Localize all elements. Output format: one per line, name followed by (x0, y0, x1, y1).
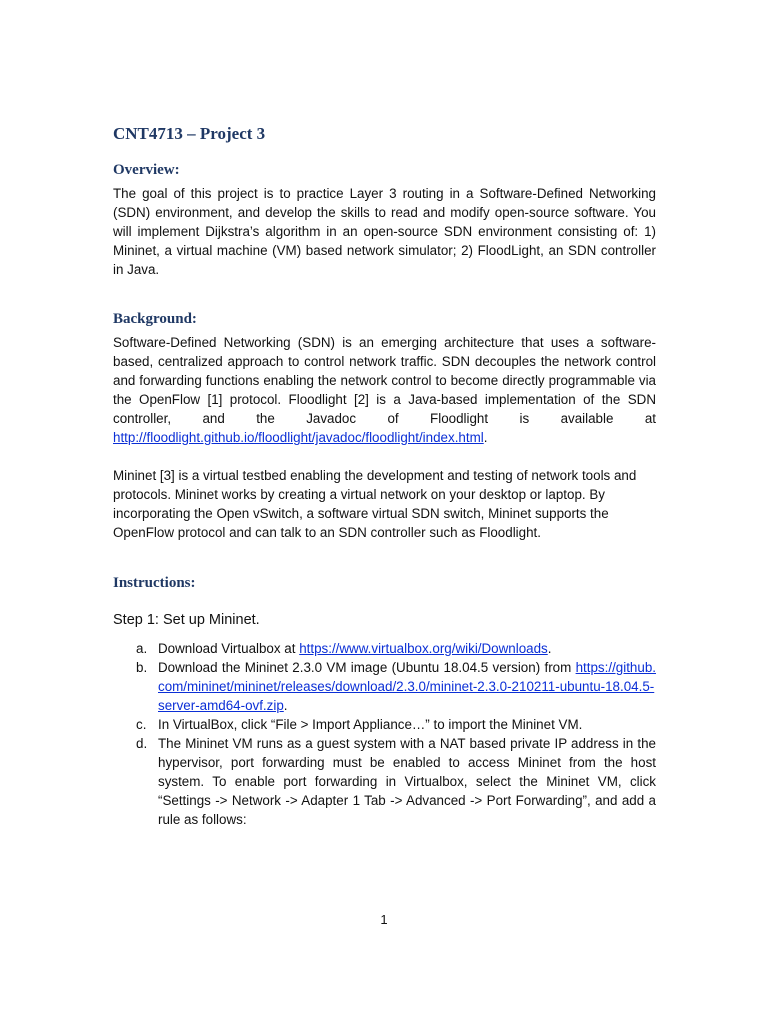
overview-paragraph: The goal of this project is to practice Layer 3 routing in a Software-Defined Networking (SDN) environment, and develop the skills to read and modify open-source software. You will implement Dijkstra’s algorithm in an open-source SDN environment consisting of: 1) Mininet, a virtual machine (VM) based network simulator; 2) FloodLight, an SDN controller in Java. (113, 186, 656, 277)
list-marker: d. (136, 736, 148, 751)
page-number: 1 (380, 912, 388, 927)
list-item (113, 639, 656, 658)
list-item (113, 658, 656, 715)
list-item (113, 734, 656, 829)
list-item (113, 715, 656, 734)
step-1-list (113, 639, 656, 829)
list-item-text: The Mininet VM runs as a guest system with a NAT based private IP address in the hypervisor, port forwarding must be enabled to access Mininet from the host system. To enable port forwarding in Virtualbox, select the Mininet VM, click “Settings -> Network -> Adapter 1 Tab -> Advanced -> Port Forwarding”, and add a rule as follows: (158, 736, 656, 827)
background-paragraph-1-end: . (483, 430, 488, 445)
overview-heading: Overview: (113, 162, 180, 178)
list-marker: c. (136, 717, 147, 732)
list-item-text-end: . (283, 698, 288, 713)
background-paragraph-2: Mininet [3] is a virtual testbed enabling the development and testing of network tools and protocols. Mininet works by creating a virtual network on your desktop or laptop. By incorporating the Open vSwitch, a software virtual SDN switch, Mininet supports the OpenFlow protocol and can talk to an SDN controller such as Floodlight. (113, 468, 637, 540)
page-title: CNT4713 – Project 3 (113, 124, 266, 143)
list-item-text-end: . (547, 641, 552, 656)
mininet-image-link[interactable]: https://github.com/mininet/mininet/releases/download/2.3.0/mininet-2.3.0-210211-ubuntu-18.04.5-server-amd64-ovf.zip (158, 660, 656, 713)
list-item-text: Download Virtualbox at (158, 641, 300, 656)
step-1-heading: Step 1: Set up Mininet. (113, 612, 260, 628)
background-heading: Background: (113, 311, 197, 327)
floodlight-javadoc-link[interactable]: http://floodlight.github.io/floodlight/javadoc/floodlight/index.html (113, 430, 484, 445)
background-paragraph-1 (113, 333, 656, 447)
background-paragraph-1-text: Software-Defined Networking (SDN) is an emerging architecture that uses a software-based, centralized approach to control network traffic. SDN decouples the network control and forwarding functions enabling the network control to become directly programmable via the OpenFlow [1] protocol. Floodlight [2] is a Java-based implementation of the SDN controller, and the Javadoc of Floodlight is available at (113, 335, 656, 426)
list-marker: b. (136, 660, 148, 675)
list-item-text: Download the Mininet 2.3.0 VM image (Ubuntu 18.04.5 version) from (158, 660, 576, 675)
instructions-heading: Instructions: (113, 575, 196, 591)
list-marker: a. (136, 641, 148, 656)
list-item-text: In VirtualBox, click “File > Import Appliance…” to import the Mininet VM. (158, 717, 583, 732)
virtualbox-download-link[interactable]: https://www.virtualbox.org/wiki/Downloads (299, 641, 548, 656)
